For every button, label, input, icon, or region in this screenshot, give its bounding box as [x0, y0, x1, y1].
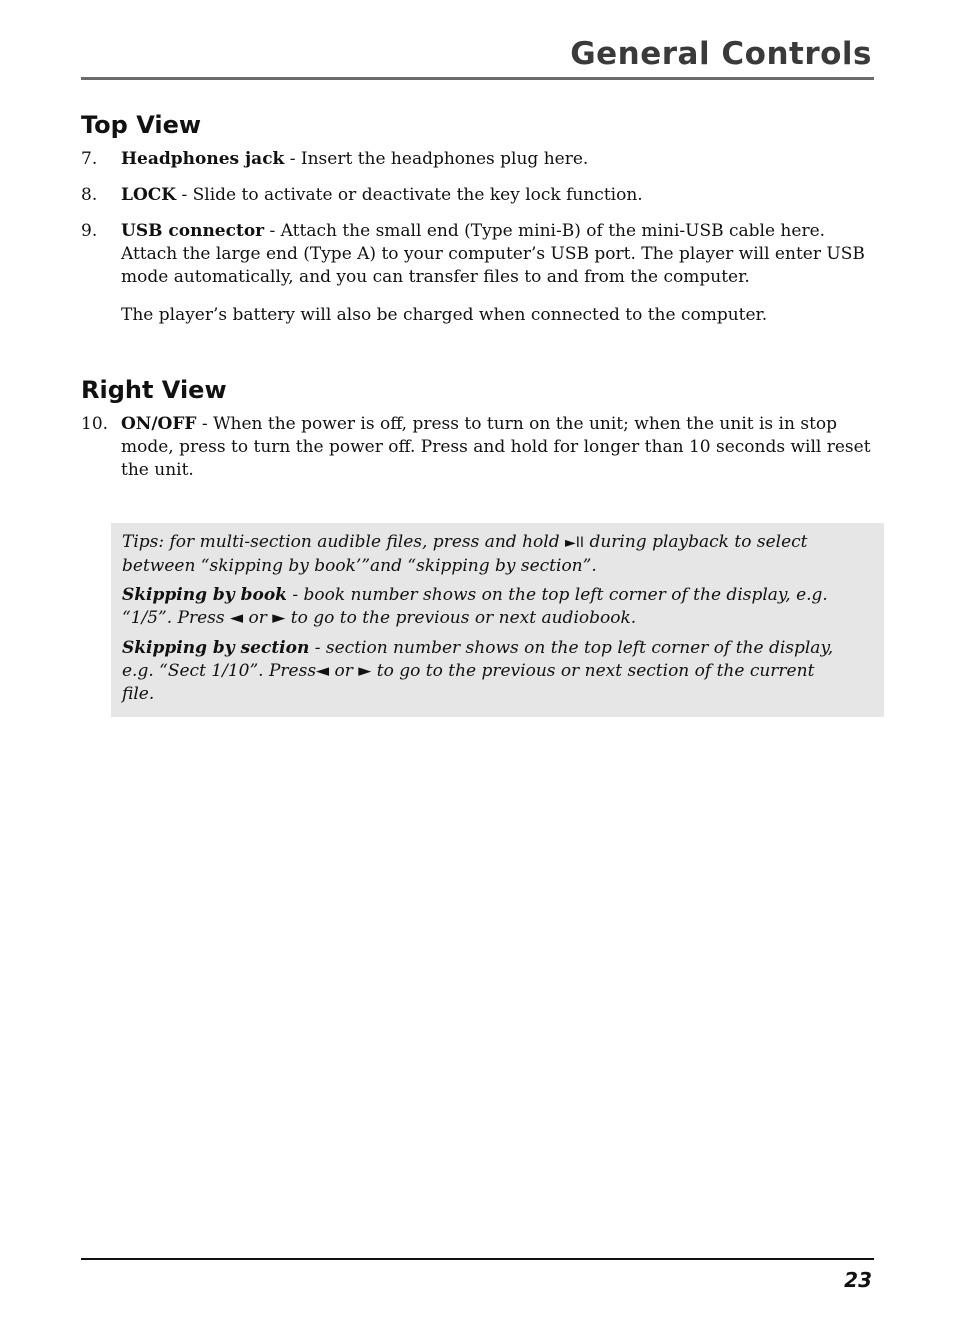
list-item — [81, 148, 871, 171]
item-number: 10. — [81, 414, 109, 434]
tip-term: Skipping by book — [122, 585, 287, 605]
list-item — [81, 220, 871, 289]
tips-intro-text: Tips: for multi-section audible files, press and hold — [122, 532, 566, 552]
item-term: ON/OFF — [121, 414, 197, 434]
section-heading-top-view: Top View — [81, 111, 202, 139]
list-item — [81, 413, 871, 482]
play-pause-icon: ►II — [565, 535, 585, 551]
item-number: 7. — [81, 149, 98, 169]
item-number: 8. — [81, 185, 98, 205]
item-term: Headphones jack — [121, 149, 285, 169]
item-text: - When the power is off, press to turn on the unit; when the unit is in stop mode, press to turn the power off. Press and hold for longer than 10 seconds will reset the unit. — [121, 414, 871, 480]
item-text: - Attach the small end (Type mini-B) of the mini-USB cable here. Attach the large end (Type A) to your computer’s USB port. The player will enter USB mode automatically, and you can transfer files to and from the computer. — [121, 221, 865, 287]
tips-box — [111, 523, 884, 717]
item-term: LOCK — [121, 185, 177, 205]
list-item — [81, 184, 871, 207]
tip-text: - section number shows on the top left corner of the display, e.g. “Sect 1/10”. Press◄ or ► to go to the previous or next section of the current file. — [122, 638, 834, 704]
page-title: General Controls — [570, 36, 872, 72]
header-divider — [81, 77, 874, 80]
item-number: 9. — [81, 221, 98, 241]
item-term: USB connector — [121, 221, 265, 241]
tips-intro-text-end: during playback to select between “skipping by book’”and “skipping by section”. — [122, 532, 808, 576]
tip-text: - book number shows on the top left corner of the display, e.g. “1/5”. Press ◄ or ► to go to the previous or next audiobook. — [122, 585, 828, 628]
item-text: - Insert the headphones plug here. — [284, 149, 589, 169]
item-text: - Slide to activate or deactivate the key lock function. — [176, 185, 643, 205]
tips-intro — [122, 531, 842, 578]
section-heading-right-view: Right View — [81, 376, 227, 404]
tip-term: Skipping by section — [122, 638, 310, 658]
footer-divider — [81, 1258, 874, 1260]
tip-skipping-by-book — [122, 584, 842, 630]
page-number: 23 — [844, 1268, 872, 1292]
battery-note: The player’s battery will also be charged when connected to the computer. — [121, 305, 768, 325]
tip-skipping-by-section — [122, 637, 842, 706]
